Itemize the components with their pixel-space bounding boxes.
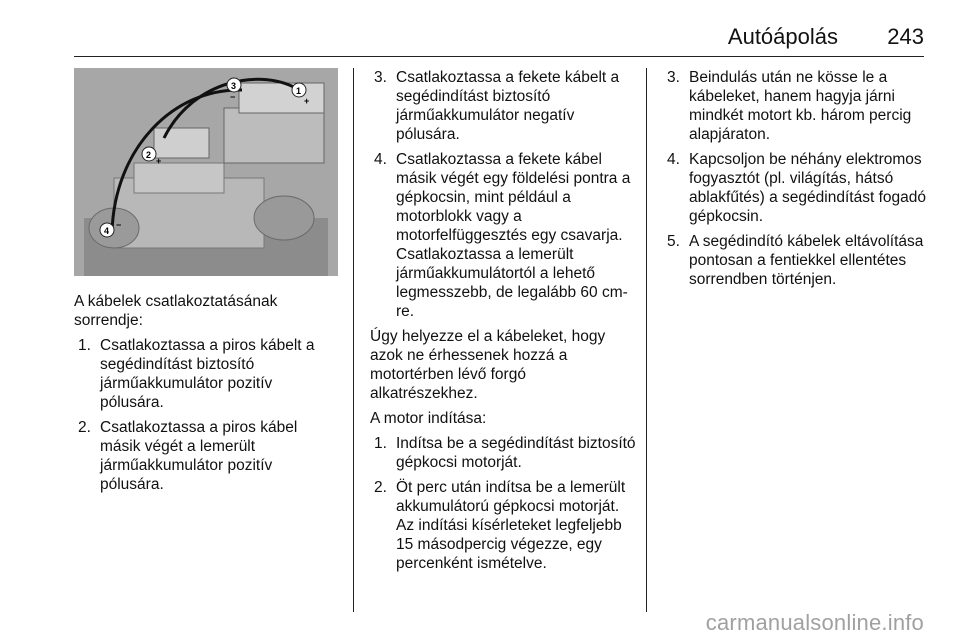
page-title: Autóápolás <box>727 24 838 49</box>
minus-sign: − <box>116 220 122 230</box>
jump-start-illustration <box>74 68 338 276</box>
callout-4: 4 <box>104 226 110 236</box>
column-3 <box>663 68 927 295</box>
list-item: 5. A segédindító kábelek eltávolítása pontosan a fentiekkel ellentétes sorrendben történjen. <box>667 233 924 288</box>
column-2 <box>370 68 636 579</box>
cable-routing-text: Úgy helyezze el a kábeleket, hogy azok ne érhessenek hozzá a motortérben lévő forgó alkatrészekhez. <box>370 328 606 402</box>
column-divider <box>646 68 647 612</box>
list-item: 4. Csatlakoztassa a fekete kábel másik végét egy földelési pontra a gépkocsin, mint például a motorblokk vagy a motorfelfüggesztés egy csavarja. Csatlakoztassa a lemerült járműakkumulátortól a lehető legmesszebb, de legalább 60 cm-re. <box>374 151 631 320</box>
watermark: carmanualsonline.info <box>705 610 924 635</box>
minus-sign: − <box>230 92 236 102</box>
page-number: 243 <box>887 24 924 49</box>
callout-1: 1 <box>296 86 302 96</box>
list-item: 2. Csatlakoztassa a piros kábel másik végét a lemerült járműakkumulátor pozitív pólusára. <box>78 419 298 493</box>
callout-3: 3 <box>231 81 237 91</box>
list-item: 3. Beindulás után ne kösse le a kábeleket, hanem hagyja járni mindkét motort kb. három percig alapjáraton. <box>667 69 912 143</box>
list-item: 4. Kapcsoljon be néhány elektromos fogyasztót (pl. világítás, hátsó ablakfűtés) a segédindítást fogadó gépkocsin. <box>667 151 926 225</box>
connect-steps-list <box>370 68 636 321</box>
start-steps-list-continued <box>663 68 927 289</box>
list-item: 1. Csatlakoztassa a piros kábelt a segédindítást biztosító járműakkumulátor pozitív pólusára. <box>78 337 315 411</box>
start-steps-list <box>370 434 636 573</box>
page-header <box>74 18 924 57</box>
column-divider <box>353 68 354 612</box>
plus-sign: + <box>304 96 310 106</box>
list-item: 3. Csatlakoztassa a fekete kábelt a segédindítást biztosító járműakkumulátor negatív pólusára. <box>374 69 620 143</box>
donor-battery <box>239 83 324 113</box>
plus-sign: + <box>156 156 162 166</box>
connect-steps-list <box>74 336 336 494</box>
engine-bay-drawing <box>74 68 338 276</box>
column-1 <box>74 292 336 500</box>
callout-2: 2 <box>146 150 152 160</box>
engine-start-heading: A motor indítása: <box>370 410 487 427</box>
list-item: 2. Öt perc után indítsa be a lemerült akkumulátorú gépkocsi motorját. Az indítási kísérleteket legfeljebb 15 másodpercig végezze, egy percenként ismételve. <box>374 479 626 572</box>
discharged-battery <box>154 128 209 158</box>
intro-text: A kábelek csatlakoztatásának sorrendje: <box>74 293 278 329</box>
list-item: 1. Indítsa be a segédindítást biztosító gépkocsi motorját. <box>374 435 636 471</box>
